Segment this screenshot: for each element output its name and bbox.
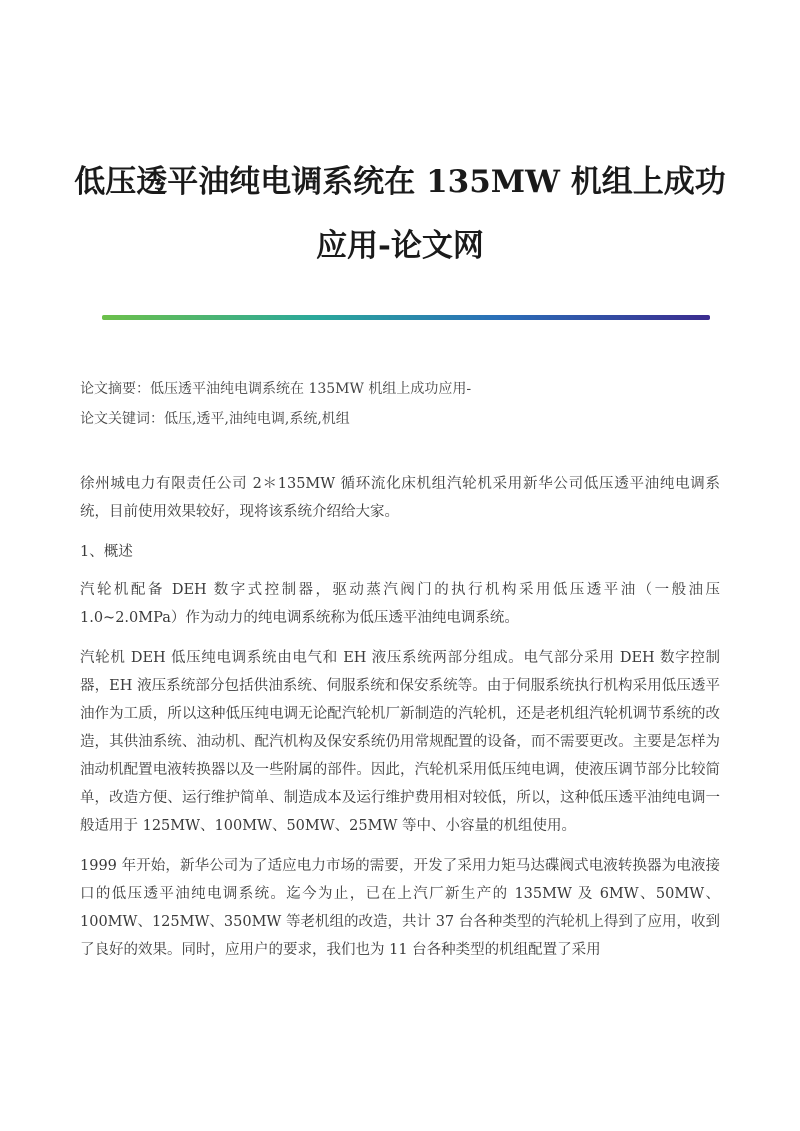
body-paragraph: 汽轮机配备 DEH 数字式控制器，驱动蒸汽阀门的执行机构采用低压透平油（一般油压 1.0~2.0MPa）作为动力的纯电调系统称为低压透平油纯电调系统。 [80,582,720,626]
body-paragraph: 徐州城电力有限责任公司 2＊135MW 循环流化床机组汽轮机采用新华公司低压透平油纯电调系统，目前使用效果较好，现将该系统介绍给大家。 [80,476,720,520]
body-paragraph: 汽轮机 DEH 低压纯电调系统由电气和 EH 液压系统两部分组成。电气部分采用 DEH 数字控制器，EH 液压系统部分包括供油系统、伺服系统和保安系统等。由于伺服系统执行机构采用低压透平油作为工质，所以这种低压纯电调无论配汽轮机厂新制造的汽轮机，还是老机组汽轮机调节系统的改造，其供油系统、油动机、配汽机构及保安系统仍用常规配置的设备，而不需要更改。主要是怎样为油动机配置电液转换器以及一些附属的部件。因此，汽轮机采用低压纯电调，使液压调节部分比较简单，改造方便、运行维护简单、制造成本及运行维护费用相对较低，所以，这种低压透平油纯电调一般适用于 125MW、100MW、50MW、25MW 等中、小容量的机组使用。 [80,650,720,834]
document-meta [80,374,720,434]
body-paragraph: 1999 年开始，新华公司为了适应电力市场的需要，开发了采用力矩马达碟阀式电液转换器为电液接口的低压透平油纯电调系统。迄今为止，已在上汽厂新生产的 135MW 及 6MW、50MW、100MW、125MW、350MW 等老机组的改造，共计 37 台各种类型的汽轮机上得到了应用，收到了良好的效果。同时，应用户的要求，我们也为 11 台各种类型的机组配置了采用 [80,858,720,958]
document-title-line-1: 低压透平油纯电调系统在 135MW 机组上成功 [74,164,726,200]
keywords-line: 论文关键词：低压,透平,油纯电调,系统,机组 [80,411,350,427]
document-body [80,470,720,976]
document-title-line-2: 应用-论文网 [316,228,484,264]
document-title [70,150,730,278]
section-heading: 1、概述 [80,544,133,560]
abstract-line: 论文摘要：低压透平油纯电调系统在 135MW 机组上成功应用- [80,381,472,397]
title-divider [102,315,710,320]
